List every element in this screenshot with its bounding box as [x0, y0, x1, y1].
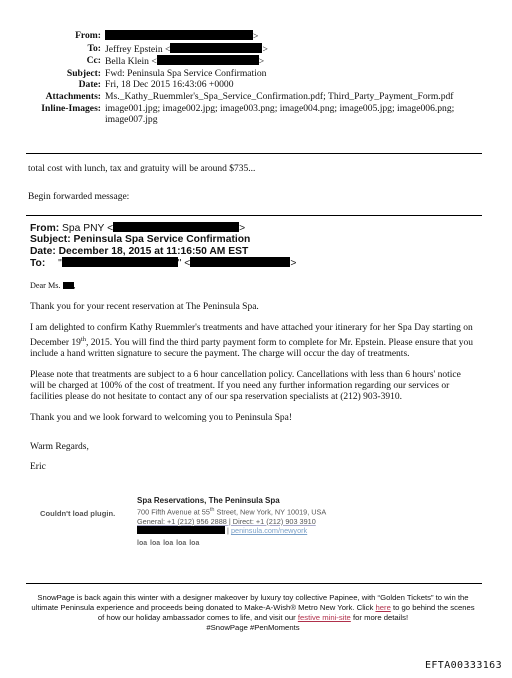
- header-row-from: [0, 30, 490, 43]
- forward-divider: [26, 215, 482, 216]
- header-row-to: [0, 43, 490, 56]
- fwd-from-label: From:: [30, 223, 60, 234]
- email-header: [0, 30, 490, 126]
- header-divider: [26, 153, 482, 154]
- cc-value: Bella Klein < >: [105, 56, 265, 68]
- redaction-box: [137, 526, 225, 534]
- promo-divider: [26, 583, 482, 584]
- fwd-date-row: [30, 246, 296, 257]
- paragraph-cancellation: Please note that treatments are subject to a 6 hour cancellation policy. Cancellations with less than 6 hours' notice will be charged at 100% of the cost of treatment. If you need any further information regarding our services or facilities please do not hesitate to contact any of our spa reservation specialists at (212) 903-3910.: [30, 369, 461, 403]
- inline-images-value: image001.jpg; image002.jpg; image003.png; image004.png; image005.jpg; image006.png; image007.jpg: [105, 102, 455, 126]
- fwd-date-label: Date:: [30, 245, 56, 257]
- signature-address: 700 Fifth Avenue at 55th Street, New York, NY 10019, USA: [137, 506, 327, 517]
- header-row-attachments: [0, 91, 490, 103]
- paragraph-confirmation: I am delighted to confirm Kathy Ruemmler's treatments and have attached your itinerary for her Spa Day starting on December 19th, 2015. You will find the third party payment form to complete for Mr. Epstein. Please ensure that you include a hand written signature to secure the payment. The charge will occur the day of treatments.: [30, 322, 474, 360]
- social-icons-broken: loa loa loa loa loa: [137, 539, 200, 547]
- subject-label: Subject:: [66, 67, 101, 79]
- cc-label: Cc:: [86, 55, 101, 67]
- to-label: To:: [87, 42, 101, 54]
- from-label: From:: [75, 30, 101, 41]
- promo-text: SnowPage is back again this winter with a designer makeover by luxury toy collective Papinee, with “Golden Tickets” to win the ultimate Peninsula experience and proceeds being donated to Make-A-Wish® Metro New York. Click here to go behind the scenes of how our holiday ambassador comes to life, and visit our festive mini-site for more details! #SnowPage #PenMoments: [31, 593, 475, 633]
- redaction-box: [190, 257, 290, 267]
- signature-web-row: | peninsula.com/newyork: [137, 526, 326, 536]
- paragraph-thanks: Thank you for your recent reservation at The Peninsula Spa.: [30, 302, 259, 313]
- sender-name: Eric: [30, 462, 46, 473]
- redaction-box: [170, 43, 262, 53]
- signature-block: [137, 496, 326, 548]
- fwd-to-row: To: " " < >: [30, 258, 297, 270]
- fwd-to-label: To:: [30, 258, 46, 270]
- redaction-box: [105, 30, 253, 40]
- signature-title: Spa Reservations, The Peninsula Spa: [137, 496, 280, 505]
- plugin-error: Couldn't load plugin.: [40, 509, 116, 518]
- redaction-box: [62, 257, 178, 267]
- attachments-label: Attachments:: [45, 90, 101, 102]
- from-value: >: [105, 30, 490, 43]
- festive-mini-site-link[interactable]: festive mini-site: [297, 613, 351, 623]
- subject-value: Fwd: Peninsula Spa Service Confirmation: [105, 67, 267, 79]
- website-link[interactable]: peninsula.com/newyork: [230, 526, 308, 536]
- redaction-box: [157, 55, 259, 65]
- intro-line: total cost with lunch, tax and gratuity will be around $735...: [28, 164, 256, 174]
- fwd-from-value: Spa PNY <: [62, 223, 114, 234]
- closing: Warm Regards,: [30, 441, 89, 452]
- fwd-subject-value: Peninsula Spa Service Confirmation: [73, 234, 251, 246]
- header-row-subject: [0, 68, 490, 80]
- document-id: EFTA00333163: [424, 660, 502, 671]
- email-body: [30, 280, 474, 482]
- date-label: Date:: [78, 79, 101, 91]
- to-value: Jeffrey Epstein < >: [105, 43, 268, 55]
- inline-images-label: Inline-Images:: [41, 102, 101, 114]
- header-row-cc: [0, 55, 490, 68]
- fwd-subject-row: [30, 234, 296, 245]
- date-value: Fri, 18 Dec 2015 16:43:06 +0000: [105, 79, 234, 91]
- redaction-box: [63, 282, 74, 289]
- attachments-value[interactable]: Ms._Kathy_Ruemmler's_Spa_Service_Confirmation.pdf; Third_Party_Payment_Form.pdf: [105, 90, 454, 102]
- begin-forwarded-label: Begin forwarded message:: [28, 192, 130, 202]
- header-row-date: [0, 79, 490, 91]
- here-link[interactable]: here: [375, 603, 391, 613]
- hashtags: #SnowPage #PenMoments: [206, 623, 300, 633]
- fwd-from-row: From: Spa PNY < >: [30, 223, 246, 234]
- signature-phone: General: +1 (212) 956 2888 | Direct: +1 (212) 903 3910: [137, 516, 316, 526]
- fwd-date-value: December 18, 2015 at 11:16:50 AM EST: [58, 245, 249, 257]
- forwarded-header: [30, 222, 296, 270]
- header-row-inline-images: [0, 103, 490, 126]
- fwd-subject-label: Subject:: [30, 234, 71, 246]
- redaction-box: [113, 222, 239, 232]
- paragraph-welcome: Thank you and we look forward to welcoming you to Peninsula Spa!: [30, 412, 292, 423]
- greeting: Dear Ms. ,: [30, 281, 76, 290]
